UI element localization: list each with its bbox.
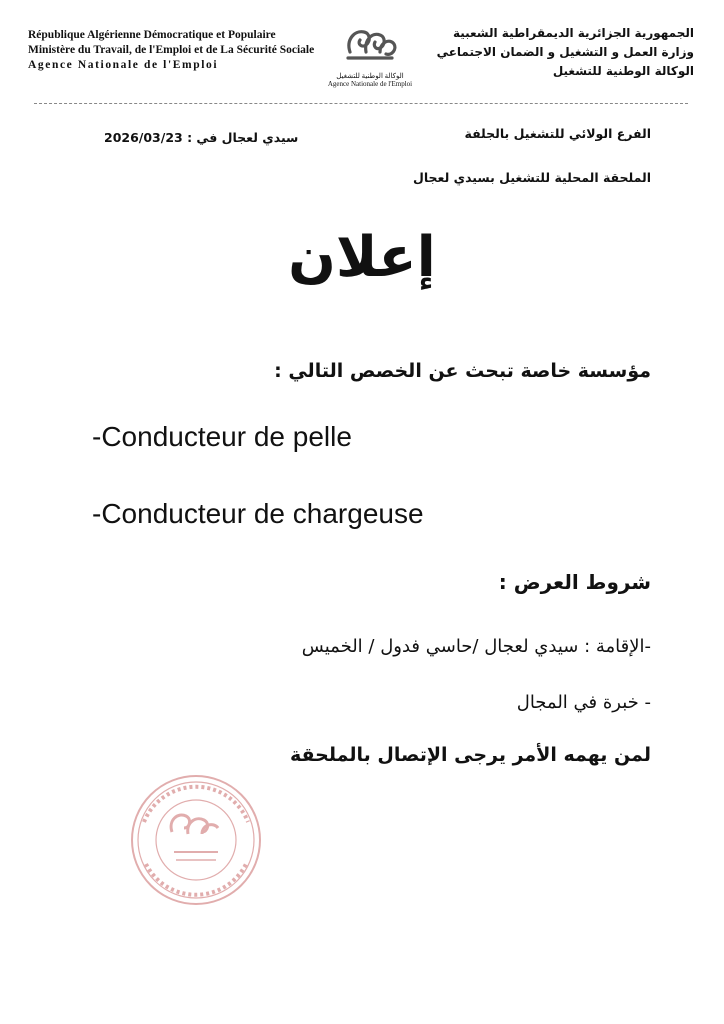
header-fr-ministry: Ministère du Travail, de l'Emploi et de La Sécurité Sociale — [28, 44, 315, 56]
anem-logo — [322, 22, 418, 94]
official-stamp-icon — [128, 772, 264, 908]
header-fr-agency: Agence Nationale de l'Emploi — [28, 59, 219, 71]
conditions-title: شروط العرض : — [498, 570, 651, 594]
condition-item: -الإقامة : سيدي لعجال /حاسي فدول / الخميس — [301, 636, 651, 657]
anem-logo-icon — [340, 22, 400, 68]
job-item: -Conducteur de chargeuse — [92, 498, 424, 529]
header-ar-ministry: وزارة العمل و التشغيل و الضمان الاجتماعي — [436, 45, 694, 59]
contact-note: لمن يهمه الأمر يرجى الإتصال بالملحقة — [289, 744, 651, 766]
header-french — [28, 28, 314, 73]
date-value: 2026/03/23 — [104, 130, 183, 145]
condition-item: - خبرة في المجال — [516, 692, 651, 713]
header-ar-republic: الجمهورية الجزائرية الديمقراطية الشعبية — [452, 26, 694, 40]
announcement-intro: مؤسسة خاصة تبحث عن الخصص التالي : — [274, 360, 651, 382]
local-annex: الملحقة المحلية للتشغيل بسيدي لعجال — [412, 170, 651, 185]
header-fr-republic: République Algérienne Démocratique et Populaire — [28, 29, 276, 41]
header-divider — [34, 103, 688, 104]
date-line — [104, 130, 298, 145]
date-label: سيدي لعجال في : — [187, 130, 299, 145]
job-item: -Conducteur de pelle — [92, 421, 352, 452]
header-ar-agency: الوكالة الوطنية للتشغيل — [552, 64, 694, 78]
official-stamp — [128, 772, 264, 908]
logo-caption-arabic: الوكالة الوطنية للتشغيل — [336, 72, 404, 80]
header-arabic — [437, 24, 694, 81]
announcement-title: إعلان — [288, 225, 436, 290]
logo-caption-french: Agence Nationale de l'Emploi — [327, 80, 413, 88]
branch-office: الفرع الولائي للتشغيل بالجلفة — [464, 126, 651, 141]
